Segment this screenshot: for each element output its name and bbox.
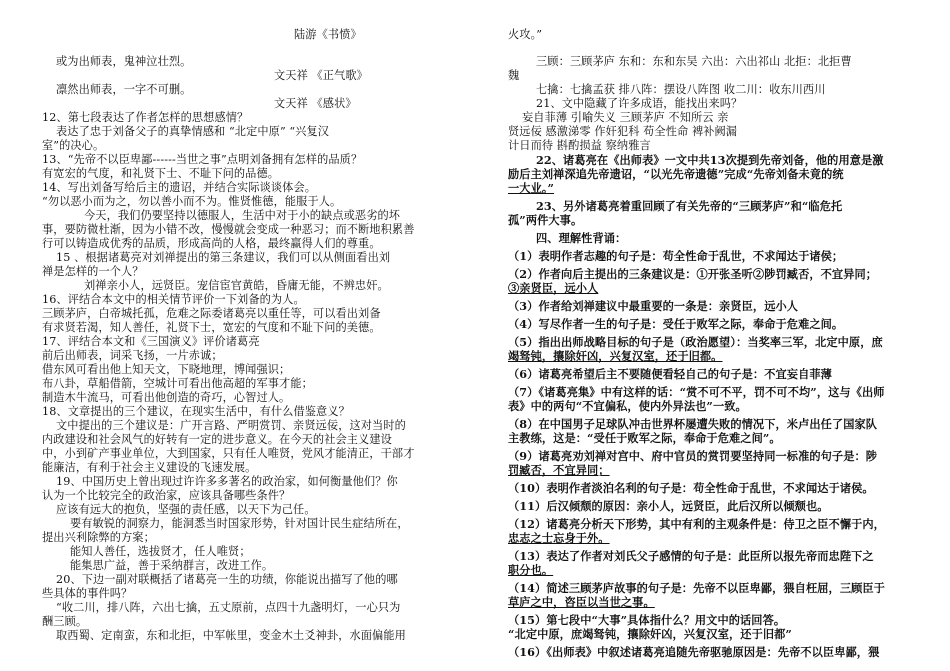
left-text-line: 17、评结合本文和《三国演义》评价诸葛亮 <box>42 335 260 348</box>
left-text-line: 制造木牛流马，可看出他创造的奇巧，心智过人。 <box>42 391 291 404</box>
left-text-line: 前后出师表，词采飞扬，一片赤诚； <box>42 349 223 362</box>
right-text-line: （10）表明作者淡泊名利的句子是：苟全性命于乱世，不求闻达于诸侯。 <box>508 481 874 495</box>
right-column <box>508 0 928 671</box>
left-text-line: 文天祥 《正气歌》 <box>274 69 368 82</box>
left-text-line: 12、第七段表达了作者怎样的思想感情？ <box>42 111 249 124</box>
left-text-line: 刘禅亲小人，远贤臣。宠信宦官黄皓，昏庸无能，不辨忠奸。 <box>84 279 389 292</box>
right-text-line: （8）在中国男子足球队冲击世界杯屡遭失败的情况下，米卢出任了国家队 <box>508 417 878 431</box>
right-text-line: （13）表达了作者对刘氏父子感情的句子是：此臣所以报先帝而忠陛下之 <box>508 549 874 563</box>
left-column <box>42 0 460 671</box>
right-text-line: 22、诸葛亮在《出师表》一文中共13次提到先帝刘备，他的用意是激 <box>536 153 884 167</box>
right-text-line: 23、另外诸葛亮着重回顾了有关先帝的“三顾茅庐”和“临危托 <box>536 199 843 213</box>
right-text-line: （2）作者向后主提出的三条建议是：①开张圣听②陟罚臧否，不宜异同； <box>508 267 878 281</box>
right-text-line: （3）作者给刘禅建议中最重要的一条是：亲贤臣，远小人 <box>508 299 799 313</box>
left-text-line: 禅是怎样的一个人？ <box>42 265 144 278</box>
right-text-line: （14）简述三顾茅庐故事的句子是：先帝不以臣卑鄙，猥自枉屈，三顾臣于 <box>508 581 885 595</box>
right-text-line: 七擒：七擒孟获 排八阵：摆设八阵图 收二川：收东川西川 <box>536 83 826 96</box>
left-text-line: 凛然出师表，一字不可删。 <box>56 83 192 96</box>
right-text-line: 罚臧否，不宜异同； <box>508 463 610 477</box>
left-text-line: 行可以铸造成优秀的品质，形成高尚的人格，最终赢得人们的尊重。 <box>42 237 381 250</box>
right-text-line: （11）后汉倾颓的原因：亲小人，远贤臣，此后汉所以倾颓也。 <box>508 499 829 513</box>
right-text-line: 四、理解性背诵： <box>536 231 627 245</box>
right-text-line: （1）表明作者志趣的句子是：苟全性命于乱世，不求闻达于诸侯； <box>508 249 844 263</box>
left-text-line: 陆游《书愤》 <box>294 28 362 41</box>
left-text-line: 酬三顾。 <box>42 615 88 628</box>
left-text-line: 有求贤若渴，知人善任，礼贤下士，宽宏的气度和不耻下问的美德。 <box>42 321 381 334</box>
left-text-line: 事，要防微杜渐，因为小错不改，慢慢就会变成一种恶习；而不断地积累善 <box>42 223 415 236</box>
left-text-line: 13、“先帝不以臣卑鄙------当世之事”点明刘备拥有怎样的品质？ <box>42 153 363 166</box>
left-text-line: 布八卦，草船借箭，空城计可看出他高超的军事才能； <box>42 377 313 390</box>
right-text-line: 职分也。 <box>508 563 554 577</box>
left-text-line: 认为一个比较完全的政治家，应该具备哪些条件？ <box>42 489 291 502</box>
right-text-line: 计日而待 斟酌损益 察纳雅言 <box>508 139 651 152</box>
right-text-line: 励后主刘禅深追先帝遗诏，“以光先帝遗德”完成“先帝刘备未竟的统 <box>508 167 844 181</box>
left-text-line: 今天，我们仍要坚持以德服人，生活中对于小的缺点或恶劣的坏 <box>84 209 401 222</box>
left-text-line: 提出兴利除弊的方案； <box>42 531 155 544</box>
left-text-line: 室”的决心。 <box>42 139 105 152</box>
right-text-line: （15）第七段中“大事”具体指什么？用文中的话回答。 <box>508 613 786 627</box>
left-text-line: “收二川，排八阵，六出七擒，五丈原前，点四十九盏明灯，一心只为 <box>56 601 401 614</box>
right-text-line: （9）诸葛亮劝刘禅对宫中、府中官员的赏罚要坚持同一标准的句子是：陟 <box>508 449 878 463</box>
right-text-line: 三顾：三顾茅庐 东和：东和东吴 六出：六出祁山 北拒：北拒曹 <box>536 55 852 68</box>
left-text-line: 能廉洁，有利于社会主义建设的飞速发展。 <box>42 461 257 474</box>
right-text-line: （12）诸葛亮分析天下形势，其中有利的主观条件是：侍卫之臣不懈于内， <box>508 517 885 531</box>
left-text-line: 14、写出刘备写给后主的遗诏，并结合实际谈谈体会。 <box>42 181 317 194</box>
right-text-line: 草庐之中，咨臣以当世之事。 <box>508 595 655 609</box>
right-text-line: （4）写尽作者一生的句子是：受任于败军之际，奉命于危难之间。 <box>508 317 844 331</box>
right-text-line: “北定中原，庶竭驽钝，攘除奸凶，兴复汉室，还于旧都” <box>508 627 792 641</box>
right-text-line: ③亲贤臣，远小人 <box>508 281 599 295</box>
right-text-line: 竭驽钝，攘除奸凶，兴复汉室，还于旧都。 <box>508 349 723 363</box>
left-text-line: 些具体的事件吗？ <box>42 587 133 600</box>
left-text-line: 20、下边一副对联概括了诸葛亮一生的功绩，你能说出描写了他的哪 <box>56 573 398 586</box>
left-text-line: 三顾茅庐，白帝城托孤，危难之际委诸葛亮以重任等，可以看出刘备 <box>42 307 381 320</box>
left-text-line: 文天祥 《感状》 <box>274 97 357 110</box>
right-text-line: 孤”两件大事。 <box>508 213 583 227</box>
left-text-line: 要有敏锐的洞察力，能洞悉当时国家形势，针对国计民生症结所在， <box>70 517 409 530</box>
left-text-line: 有宽宏的气度，和礼贤下士、不耻下问的品德。 <box>42 167 280 180</box>
left-text-line: “勿以恶小而为之，勿以善小而不为。惟贤惟德，能服于人。 <box>42 195 342 208</box>
left-text-line: 16、评结合本文中的相关情节评价一下刘备的为人。 <box>42 293 305 306</box>
left-text-line: 表达了忠于刘备父子的真挚情感和 “北定中原” “兴复汉 <box>56 125 330 138</box>
right-text-line: （5）指出出师战略目标的句子是（政治愿望）：当奖率三军，北定中原，庶 <box>508 335 883 349</box>
left-text-line: 18、文章提出的三个建议，在现实生活中，有什么借鉴意义？ <box>42 405 350 418</box>
left-text-line: 应该有远大的抱负，坚强的责任感，以天下为己任。 <box>56 503 316 516</box>
left-text-line: 文中提出的三个建议是：广开言路、严明赏罚、亲贤远佞，这对当时的 <box>56 419 406 432</box>
right-text-line: 火攻。” <box>508 28 543 41</box>
left-text-line: 能集思广益，善于采纳群言，改进工作。 <box>70 559 274 572</box>
right-text-line: （6）诸葛亮希望后主不要随便看轻自己的句子是：不宜妄自菲薄 <box>508 367 832 381</box>
right-text-line: 魏 <box>508 69 520 82</box>
right-text-line: 贤远佞 感激涕零 作奸犯科 苟全性命 裨补阙漏 <box>508 125 738 138</box>
right-text-line: 21、文中隐藏了许多成语，能找出来吗？ <box>536 97 743 110</box>
right-text-line: 一大业。” <box>508 181 555 195</box>
left-text-line: 借东风可看出他上知天文，下晓地理，博闻强识； <box>42 363 291 376</box>
right-text-line: 妄自菲薄 引喻失义 三顾茅庐 不知所云 亲 <box>522 111 729 124</box>
left-text-line: 能知人善任，选拔贤才，任人唯贤； <box>70 545 251 558</box>
left-text-line: 取西蜀、定南蛮，东和北拒，中军帐里，变金木土爻神卦，水面偏能用 <box>56 629 406 642</box>
left-text-line: 中，小到矿产事业单位，大到国家，只有任人唯贤，党风才能清正，干部才 <box>42 447 415 460</box>
right-text-line: 主教练，这是：“受任于败军之际，奉命于危难之间”。 <box>508 431 781 445</box>
left-text-line: 或为出师表，鬼神泣壮烈。 <box>56 55 192 68</box>
left-text-line: 19、中国历史上曾出现过许许多多著名的政治家，如何衡量他们？你 <box>56 475 398 488</box>
left-text-line: 15 、根据诸葛亮对刘禅提出的第三条建议，我们可以从侧面看出刘 <box>56 251 391 264</box>
left-text-line: 内政建设和社会风气的好转有一定的进步意义。在今天的社会主义建设 <box>42 433 392 446</box>
right-text-line: （7）《诸葛亮集》中有这样的话：“赏不可不平，罚不可不均”，这与《出师 <box>508 385 885 399</box>
right-text-line: 表》中的两句“不宜偏私，使内外异法也”一致。 <box>508 399 747 413</box>
right-text-line: 忠志之士忘身于外。 <box>508 531 610 545</box>
right-text-line: （16）《出师表》中叙述诸葛亮追随先帝驱驰原因是：先帝不以臣卑鄙，猥 <box>508 645 880 659</box>
